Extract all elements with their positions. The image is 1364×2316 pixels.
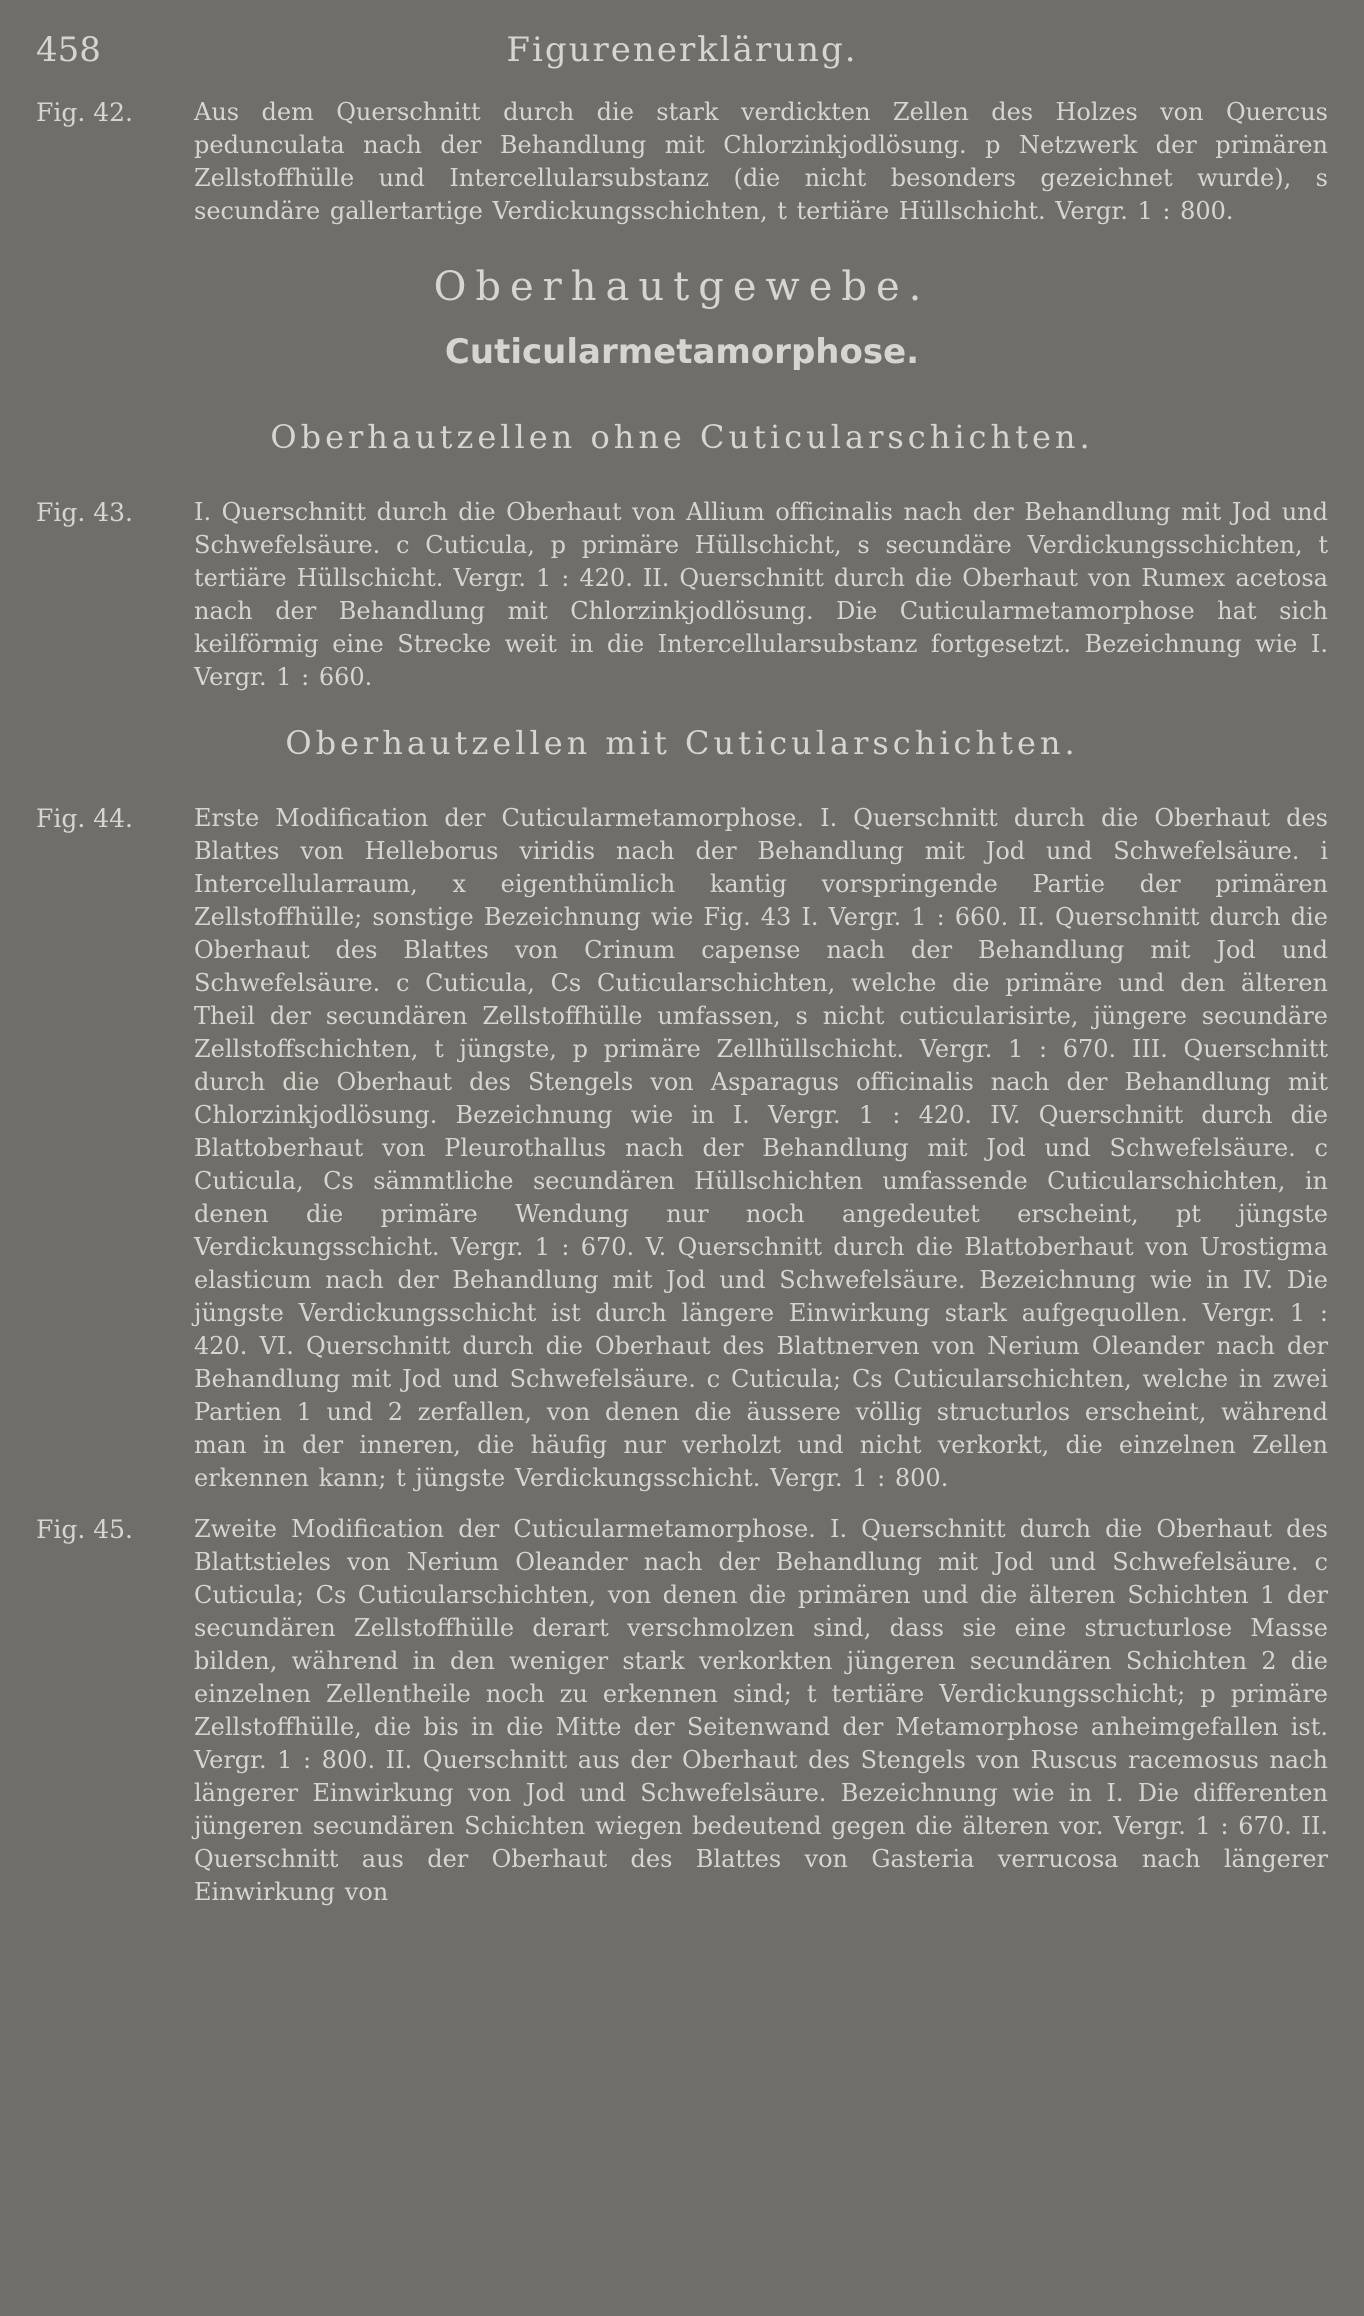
page-header	[36, 30, 1328, 78]
running-title: Figurenerklärung.	[506, 30, 858, 70]
page-number: 458	[36, 30, 101, 70]
page-body	[36, 96, 1328, 1927]
group-title-with-cuticular: Oberhautzellen mit Cuticularschichten.	[285, 724, 1079, 762]
figure-entry-45	[36, 1513, 1328, 1909]
figure-label: Fig. 42.	[36, 98, 133, 127]
figure-caption: I. Querschnitt durch die Oberhaut von Allium officinalis nach der Behandlung mit Jod und Schwefelsäure. c Cuticula, p primäre Hüllschicht, s secundäre Verdickungsschichten, t tertiäre Hüllschicht. Vergr. 1 : 420. II. Querschnitt durch die Oberhaut von Rumex acetosa nach der Behandlung mit Chlorzinkjodlösung. Die Cuticularmetamorphose hat sich keilförmig eine Strecke weit in die Intercellularsubstanz fortgesetzt. Bezeichnung wie I. Vergr. 1 : 660.	[194, 498, 1328, 691]
section-subtitle: Cuticularmetamorphose.	[444, 332, 920, 372]
figure-caption: Zweite Modification der Cuticularmetamorphose. I. Querschnitt durch die Oberhaut des Blattstieles von Nerium Oleander nach der Behandlung mit Jod und Schwefelsäure. c Cuticula; Cs Cuticularschichten, von denen die primären und die älteren Schichten 1 der secundären Zellstoffhülle derart verschmolzen sind, dass sie eine structurlose Masse bilden, während in den weniger stark verkorkten jüngeren secundären Schichten 2 die einzelnen Zellentheile noch zu erkennen sind; t tertiäre Verdickungsschicht; p primäre Zellstoffhülle, die bis in die Mitte der Seitenwand der Metamorphose anheimgefallen ist. Vergr. 1 : 800. II. Querschnitt aus der Oberhaut des Stengels von Ruscus racemosus nach längerer Einwirkung von Jod und Schwefelsäure. Bezeichnung wie in I. Die differenten jüngeren secundären Schichten wiegen bedeutend gegen die älteren vor. Vergr. 1 : 670. II. Querschnitt aus der Oberhaut des Blattes von Gasteria verrucosa nach längerer Einwirkung von	[194, 1515, 1328, 1906]
group-title-without-cuticular: Oberhautzellen ohne Cuticularschichten.	[270, 418, 1094, 456]
figure-entry-42	[36, 96, 1328, 228]
figure-label: Fig. 44.	[36, 804, 133, 833]
section-title: Oberhautgewebe.	[433, 264, 931, 310]
figure-label: Fig. 45.	[36, 1515, 133, 1544]
figure-entry-44	[36, 802, 1328, 1495]
figure-caption: Aus dem Querschnitt durch die stark verdickten Zellen des Holzes von Quercus pedunculata nach der Behandlung mit Chlorzinkjodlösung. p Netzwerk der primären Zellstoffhülle und Intercellularsubstanz (die nicht besonders gezeichnet wurde), s secundäre gallertartige Verdickungsschichten, t tertiäre Hüllschicht. Vergr. 1 : 800.	[194, 98, 1328, 225]
figure-entry-43	[36, 496, 1328, 694]
figure-caption: Erste Modification der Cuticularmetamorphose. I. Querschnitt durch die Oberhaut des Blattes von Helleborus viridis nach der Behandlung mit Jod und Schwefelsäure. i Intercellularraum, x eigenthümlich kantig vorspringende Partie der primären Zellstoffhülle; sonstige Bezeichnung wie Fig. 43 I. Vergr. 1 : 660. II. Querschnitt durch die Oberhaut des Blattes von Crinum capense nach der Behandlung mit Jod und Schwefelsäure. c Cuticula, Cs Cuticularschichten, welche die primäre und den älteren Theil der secundären Zellstoffhülle umfassen, s nicht cuticularisirte, jüngere secundäre Zellstoffschichten, t jüngste, p primäre Zellhüllschicht. Vergr. 1 : 670. III. Querschnitt durch die Oberhaut des Stengels von Asparagus officinalis nach der Behandlung mit Chlorzinkjodlösung. Bezeichnung wie in I. Vergr. 1 : 420. IV. Querschnitt durch die Blattoberhaut von Pleurothallus nach der Behandlung mit Jod und Schwefelsäure. c Cuticula, Cs sämmtliche secundären Hüllschichten umfassende Cuticularschichten, in denen die primäre Wendung nur noch angedeutet erscheint, pt jüngste Verdickungsschicht. Vergr. 1 : 670. V. Querschnitt durch die Blattoberhaut von Urostigma elasticum nach der Behandlung mit Jod und Schwefelsäure. Bezeichnung wie in IV. Die jüngste Verdickungsschicht ist durch längere Einwirkung stark aufgequollen. Vergr. 1 : 420. VI. Querschnitt durch die Oberhaut des Blattnerven von Nerium Oleander nach der Behandlung mit Jod und Schwefelsäure. c Cuticula; Cs Cuticularschichten, welche in zwei Partien 1 und 2 zerfallen, von denen die äussere völlig structurlos erscheint, während man in der inneren, die häufig nur verholzt und nicht verkorkt, die einzelnen Zellen erkennen kann; t jüngste Verdickungsschicht. Vergr. 1 : 800.	[194, 804, 1328, 1492]
figure-label: Fig. 43.	[36, 498, 133, 527]
